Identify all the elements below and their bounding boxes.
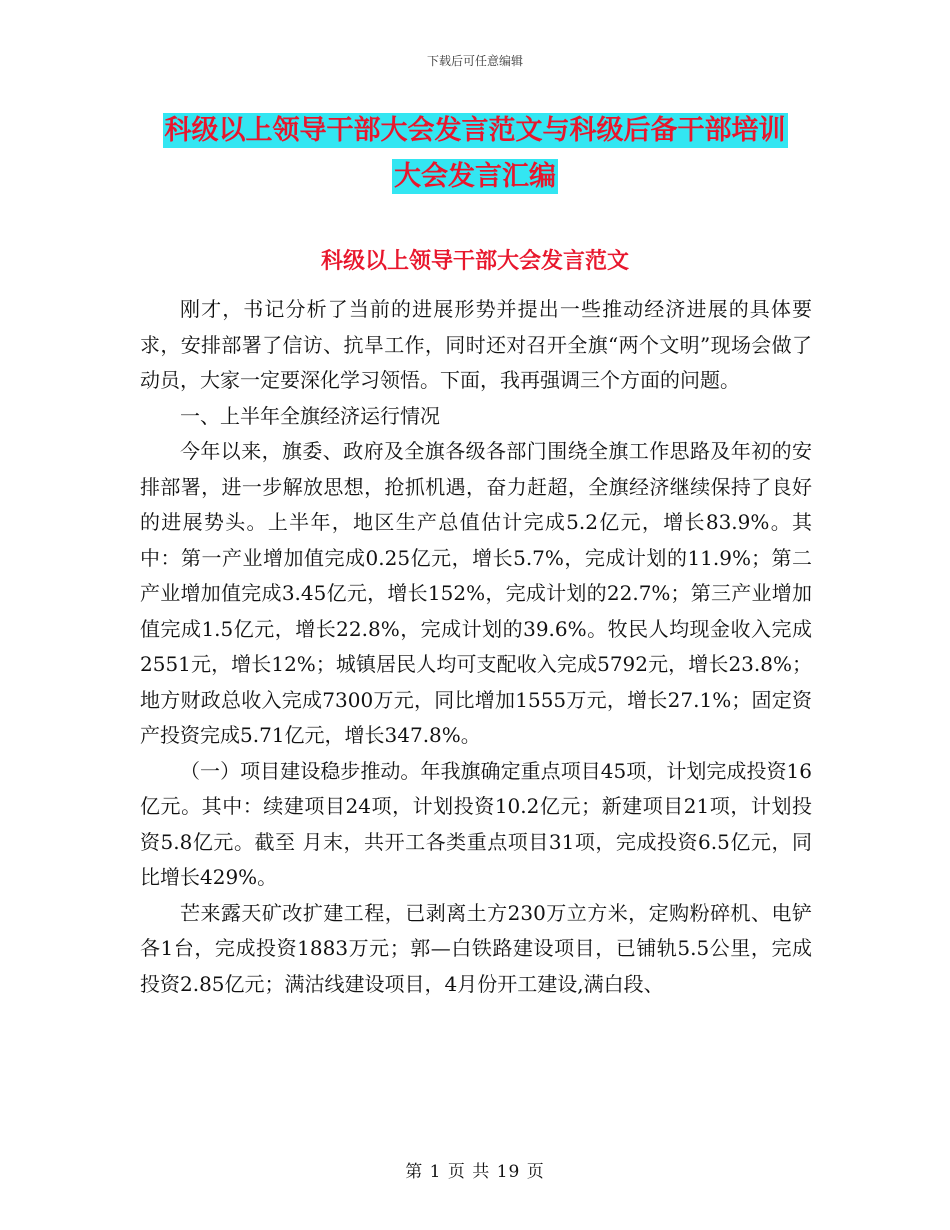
page-footer: 第 1 页 共 19 页 bbox=[405, 1162, 545, 1182]
paragraph: （一）项目建设稳步推动。年我旗确定重点项目45项，计划完成投资16亿元。其中：续建项目24项，计划投资10.2亿元；新建项目21项，计划投资5.8亿元。截至 月末，共开工各类重点项目31项，完成投资6.5亿元，同比增长429%。 bbox=[140, 758, 812, 889]
paragraph: 一、上半年全旗经济运行情况 bbox=[180, 403, 440, 428]
paragraph: 芒来露天矿改扩建工程，已剥离土方230万立方米，定购粉碎机、电铲各1台，完成投资1883万元；郭—白铁路建设项目，已铺轨5.5公里，完成投资2.85亿元；满沽线建设项目，4月份开工建设,满白段、 bbox=[140, 900, 812, 996]
paragraph: 刚才，书记分析了当前的进展形势并提出一些推动经济进展的具体要求，安排部署了信访、抗旱工作，同时还对召开全旗“两个文明”现场会做了动员，大家一定要深化学习领悟。下面，我再强调三个方面的问题。 bbox=[140, 297, 812, 392]
document-title bbox=[0, 108, 950, 200]
paragraph: 今年以来，旗委、政府及全旗各级各部门围绕全旗工作思路及年初的安排部署，进一步解放思想，抢抓机遇，奋力赶超，全旗经济继续保持了良好的进展势头。上半年，地区生产总值估计完成5.2亿元，增长83.9%。其中：第一产业增加值完成0.25亿元，增长5.7%，完成计划的11.9%；第二产业增加值完成3.45亿元，增长152%，完成计划的22.7%；第三产业增加值完成1.5亿元，增长22.8%，完成计划的39.6%。牧民人均现金收入完成2551元，增长12%；城镇居民人均可支配收入完成5792元，增长23.8%；地方财政总收入完成7300万元，同比增加1555万元，增长27.1%；固定资产投资完成5.71亿元，增长347.8%。 bbox=[140, 439, 812, 747]
title-line-1: 科级以上领导干部大会发言范文与科级后备干部培训 bbox=[164, 115, 786, 146]
body-text bbox=[140, 292, 812, 1002]
header-note: 下载后可任意编辑 bbox=[426, 54, 523, 68]
section-title: 科级以上领导干部大会发言范文 bbox=[320, 249, 629, 274]
title-line-2: 大会发言汇编 bbox=[394, 161, 556, 192]
